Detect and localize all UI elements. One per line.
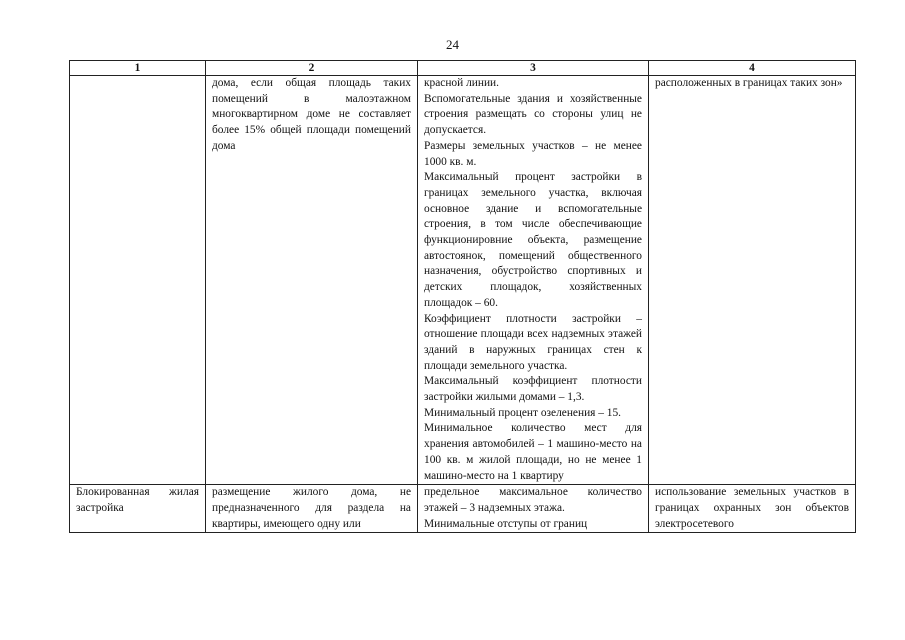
permitted-use-description-cell — [206, 76, 418, 485]
cell-paragraph: красной линии. — [424, 77, 499, 89]
restrictions-cell — [649, 485, 856, 533]
table-header-row — [70, 61, 856, 76]
table-row — [70, 485, 856, 533]
permitted-use-description-cell — [206, 485, 418, 533]
cell-text: использование земельных участков в границах охранных зон объектов электросетевого — [655, 486, 849, 530]
cell-paragraph: Коэффициент плотности застройки – отношение площади всех надземных этажей зданий в наружных границах стен к площади земельного участка. — [424, 312, 642, 372]
cell-paragraph: Минимальное количество мест для хранения автомобилей – 1 машино-место на 100 кв. м жилой площади, но не менее 1 машино-место на 1 квартиру — [424, 422, 642, 482]
cell-paragraph: Максимальный процент застройки в границах земельного участка, включая основное здание и вспомогательные строения, в том числе обеспечивающие функционировние объекта, размещение автостоянок, помещений общественного назначения, обустройство спортивных и детских площадок, хозяйственных площадок – 60. — [424, 171, 642, 309]
cell-text: размещение жилого дома, не предназначенного для раздела на квартиры, имеющего одну или — [212, 486, 411, 530]
cell-text: Блокированная жилая застройка — [76, 486, 199, 514]
cell-paragraph: Вспомогательные здания и хозяйственные строения размещать со стороны улиц не допускается. — [424, 92, 642, 137]
column-header-4: 4 — [649, 61, 856, 76]
zone-name-cell — [70, 485, 206, 533]
cell-paragraph: Размеры земельных участков – не менее 1000 кв. м. — [424, 139, 642, 168]
cell-paragraph: Минимальные отступы от границ — [424, 517, 588, 530]
column-header-3: 3 — [418, 61, 649, 76]
cell-text: расположенных в границах таких зон» — [655, 77, 843, 89]
cell-paragraph: Максимальный коэффициент плотности застройки жилыми домами – 1,3. — [424, 375, 642, 404]
restrictions-cell — [649, 76, 856, 485]
parameters-cell — [418, 76, 649, 485]
parameters-cell — [418, 485, 649, 533]
regulations-table — [69, 60, 856, 533]
cell-paragraph: предельное максимальное количество этажей – 3 надземных этажа. — [424, 486, 642, 514]
column-header-1: 1 — [70, 61, 206, 76]
zone-name-cell — [70, 76, 206, 485]
cell-text: дома, если общая площадь таких помещений в малоэтажном многоквартирном доме не составляет более 15% общей площади помещений дома — [212, 77, 411, 152]
table-row — [70, 76, 856, 485]
column-header-2: 2 — [206, 61, 418, 76]
page-number: 24 — [446, 37, 459, 52]
cell-paragraph: Минимальный процент озеленения – 15. — [424, 406, 622, 419]
